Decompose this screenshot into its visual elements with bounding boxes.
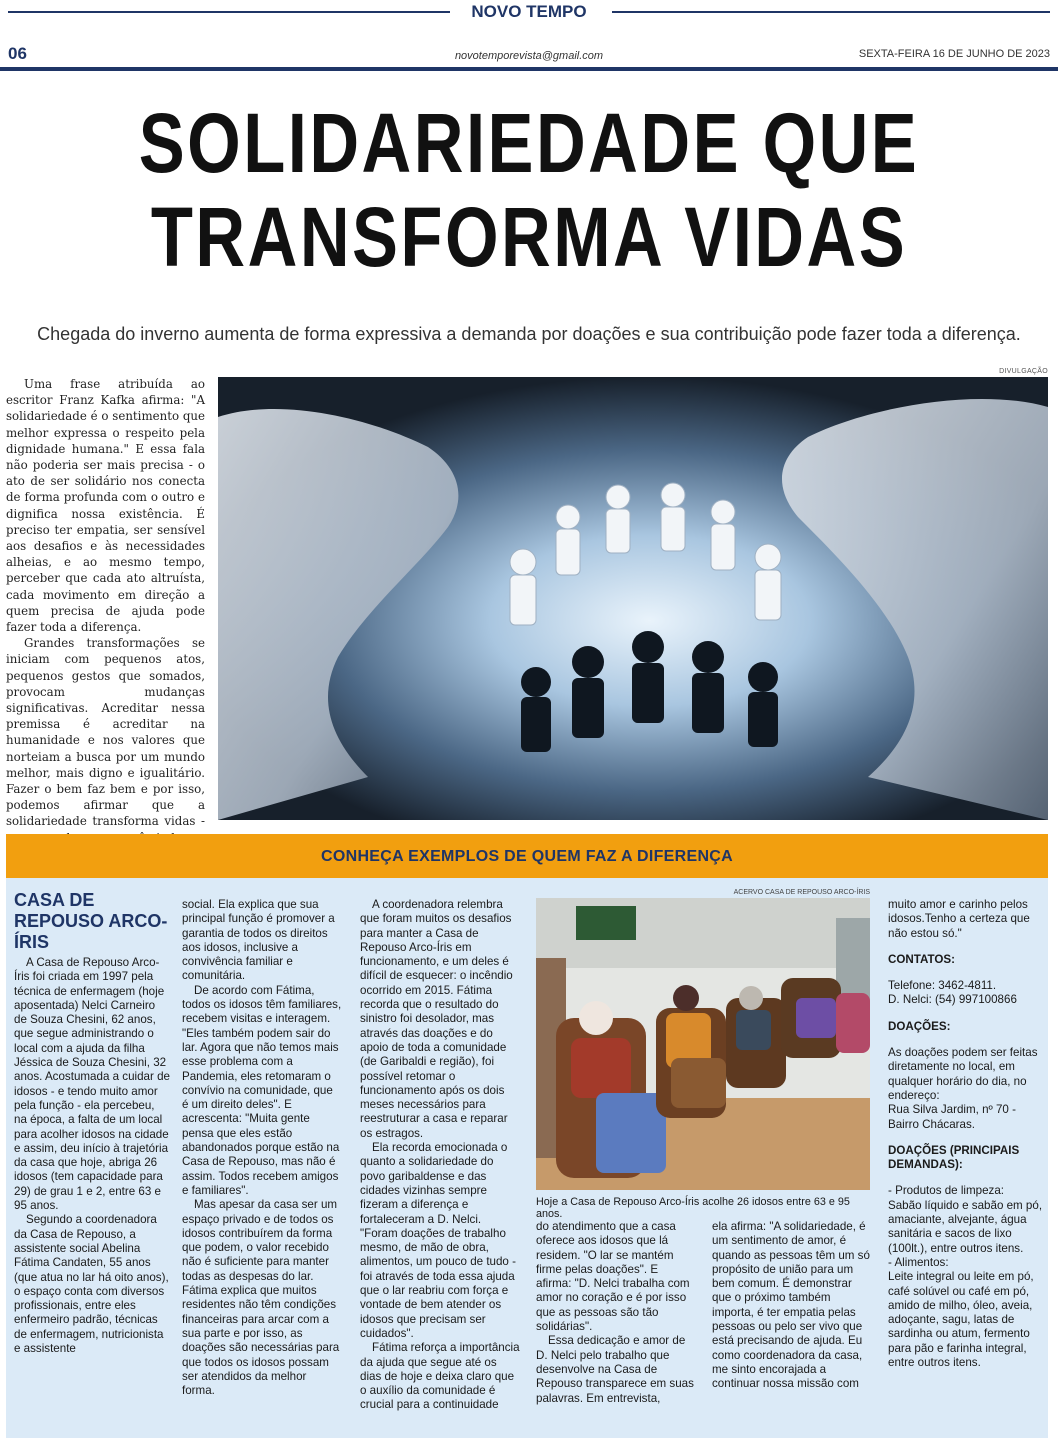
feature-paragraph: Fátima reforça a importância da ajuda que segue até os dias de hoje e deixa claro que o auxílio da comunidade é crucial para a continuidade	[360, 1341, 520, 1412]
feature-column-1	[14, 890, 170, 1356]
donations-heading: DOAÇÕES:	[888, 1019, 951, 1033]
feature-paragraph: A coordenadora relembra que foram muitos os desafios para manter a Casa de Repouso Arco-Íris em funcionamento, e um deles é difícil de esquecer: o incêndio ocorrido em 2015. Fátima recorda que o resultado do sinistro foi desolador, mas através das doações e do apoio de toda a comunidade (de Garibaldi e região), foi possível retomar o funcionamento após os dois meses necessários para reestruturar a casa e reparar os estragos.	[360, 898, 513, 1140]
publication-title: NOVO TEMPO	[471, 2, 587, 21]
headline-line-1: SOLIDARIEDADE QUE	[138, 96, 920, 190]
demands-cleaning: Sabão líquido e sabão em pó, amaciante, alvejante, água sanitária e sacos de lixo (100lt.), entre outros itens.	[888, 1198, 1043, 1255]
donations-text: As doações podem ser feitas diretamente no local, em qualquer horário do dia, no endereço:	[888, 1046, 1038, 1102]
section-banner-text: CONHEÇA EXEMPLOS DE QUEM FAZ A DIFERENÇA	[320, 848, 734, 865]
subheadline: Chegada do inverno aumenta de forma expressiva a demanda por doações e sua contribuição pode fazer toda a diferença.	[37, 324, 1021, 344]
hero-image	[218, 377, 1048, 820]
residents-photo-illustration	[536, 898, 870, 1190]
page-number: 06	[8, 44, 27, 63]
address-line-1: Rua Silva Jardim, nº 70 -	[888, 1103, 1016, 1117]
feature-column-2	[182, 898, 342, 1398]
demands-food-label: - Alimentos:	[888, 1255, 949, 1269]
feature-paragraph: Ela recorda emocionada o quanto a solidariedade do povo garibaldense e das cidades vizinhas sempre fizeram a diferença e fortaleceram a D. Nelci. "Foram doações de trabalho mesmo, de mão de obra, alimentos, um pouco de tudo - foi através de toda essa ajuda que o lar reabriu com força e vontade de bem atender os idosos que precisam ser cuidados".	[360, 1141, 516, 1340]
feature-paragraph: Segundo a coordenadora da Casa de Repouso, a assistente social Abelina Fátima Candaten, 55 anos (que atua no lar há oito anos), o espaço conta com diversos profissionais, entre eles enfermeiro padrão, técnicas de enfermagem, nutricionista e assistente	[14, 1213, 169, 1356]
demands-cleaning-label: - Produtos de limpeza:	[888, 1184, 1004, 1198]
headline-line-2: TRANSFORMA VIDAS	[150, 190, 908, 284]
section-banner	[6, 834, 1048, 878]
feature-paragraph: muito amor e carinho pelos idosos.Tenho a certeza que não estou só."	[888, 898, 1030, 940]
lead-paragraph: Grandes transformações se iniciam com pequenos atos, pequenos gestos que somados, provocam mudanças significativas. Acreditar nessa premissa é acreditar na humanidade e nos valores que norteiam a busca por um mundo melhor, mais digno e igualitário. Fazer o bem faz bem e por isso, podemos afirmar que a solidariedade transforma vidas -	[6, 636, 205, 829]
feature-column-6	[888, 898, 1044, 1370]
feature-paragraph: De acordo com Fátima, todos os idosos têm familiares, recebem visitas e interagem. "Eles também podem sair do lar. Agora que não temos mais esse problema com a Pandemia, eles retomaram o convívio na comunidade, que é um direito deles". E acrescenta: "Muita gente pensa que eles estão abandonados porque estão na Casa de Repouso, mas não é assim. Todos recebem amigos e familiares".	[182, 983, 342, 1197]
address-line-2: Bairro Chácaras.	[888, 1117, 975, 1131]
feature-title: CASA DE REPOUSO ARCO-ÍRIS	[14, 890, 168, 952]
feature-paragraph: A Casa de Repouso Arco-Íris foi criada em 1997 pela técnica de enfermagem (hoje aposentada) Nelci Carneiro de Souza Chesini, 62 anos, que segue administrando o local com a ajuda da filha Jéssica de Souza Chesini, 32 anos. Acostumada a cuidar de idosos - e tendo muito amor pela função - ela percebeu, na época, a falta de um local para acolher idosos na cidade e assim, deu início à trajetória da casa que hoje, abriga 26 idosos (tem capacidade para 29) de grau 1 e 2, entre 63 e 95 anos.	[14, 956, 170, 1213]
lead-column	[6, 376, 205, 846]
headline	[95, 96, 963, 284]
feature-paragraph: Mas apesar da casa ser um espaço privado e de todos os idosos contribuírem da forma que podem, o valor recebido não é suficiente para manter todas as despesas do lar. Fátima explica que muitos residentes não têm condições financeiras para arcar com a sua parte e por isso, as doações são necessárias para que todos os idosos possam ser atendidos da melhor forma.	[182, 1198, 340, 1398]
masthead	[0, 0, 1058, 78]
hero-image-credit: DIVULGAÇÃO	[999, 368, 1048, 375]
photo-caption: Hoje a Casa de Repouso Arco-Íris acolhe 26 idosos entre 63 e 95 anos.	[536, 1196, 850, 1220]
demands-heading: DOAÇÕES (PRINCIPAIS DEMANDAS):	[888, 1143, 1020, 1172]
feature-paragraph: ela afirma: "A solidariedade, é um sentimento de amor, é quando as pessoas têm um só propósito de união para um bem comum. É demonstrar que o próximo também importa, é ter empatia pelas pessoas ou pelo ser vivo que está precisando de ajuda. Eu como coordenadora da casa, me sinto encorajada a continuar nossa missão com	[712, 1220, 870, 1391]
feature-paragraph: social. Ela explica que sua principal função é promover a garantia de todos os direitos aos idosos, inclusive a convivência familiar e comunitária.	[182, 898, 335, 983]
masthead-divider	[0, 67, 1058, 71]
contact-nelci: D. Nelci: (54) 997100866	[888, 993, 1017, 1007]
publication-email: novotemporevista@gmail.com	[454, 50, 604, 62]
contact-phone: Telefone: 3462-4811.	[888, 979, 997, 993]
nursing-home-photo	[536, 898, 870, 1190]
feature-column-5	[712, 1220, 872, 1392]
feature-paragraph: Essa dedicação e amor de D. Nelci pelo trabalho que desenvolve na Casa de Repouso transparece em suas palavras. Em entrevista,	[536, 1334, 694, 1405]
feature-paragraph: do atendimento que a casa oferece aos idosos que lá residem. "O lar se mantém firme pelas doações". E afirma: "D. Nelci trabalha com amor no coração e é por isso que as pessoas são tão solidárias".	[536, 1220, 690, 1334]
hands-circle-illustration	[218, 377, 1048, 820]
lead-paragraph: Uma frase atribuída ao escritor Franz Kafka afirma: "A solidariedade é o sentimento que melhor expressa o respeito pela dignidade humana." E essa fala não poderia ser mais precisa - o ato de ser solidário nos conecta de forma profunda com o outro e dignifica nossa existência. É preciso ter empatia, ser sensível aos desafios e às necessidades alheias, e ao mesmo tempo, perceber que cada ato altruísta, cada movimento em direção a quem precisa de ajuda pode fazer toda a diferença.	[6, 377, 205, 635]
demands-food: Leite integral ou leite em pó, café solúvel ou café em pó, amido de milho, óleo, aveia, adoçante, sagu, latas de sardinha ou atum, fermento para pão e farinha integral, entre outros itens.	[888, 1270, 1034, 1370]
contacts-heading: CONTATOS:	[888, 952, 955, 966]
photo-credit: ACERVO CASA DE REPOUSO ARCO-ÍRIS	[733, 889, 870, 896]
issue-date: SEXTA-FEIRA 16 DE JUNHO DE 2023	[858, 48, 1050, 60]
feature-column-4	[536, 1220, 694, 1406]
feature-column-3	[360, 898, 520, 1413]
